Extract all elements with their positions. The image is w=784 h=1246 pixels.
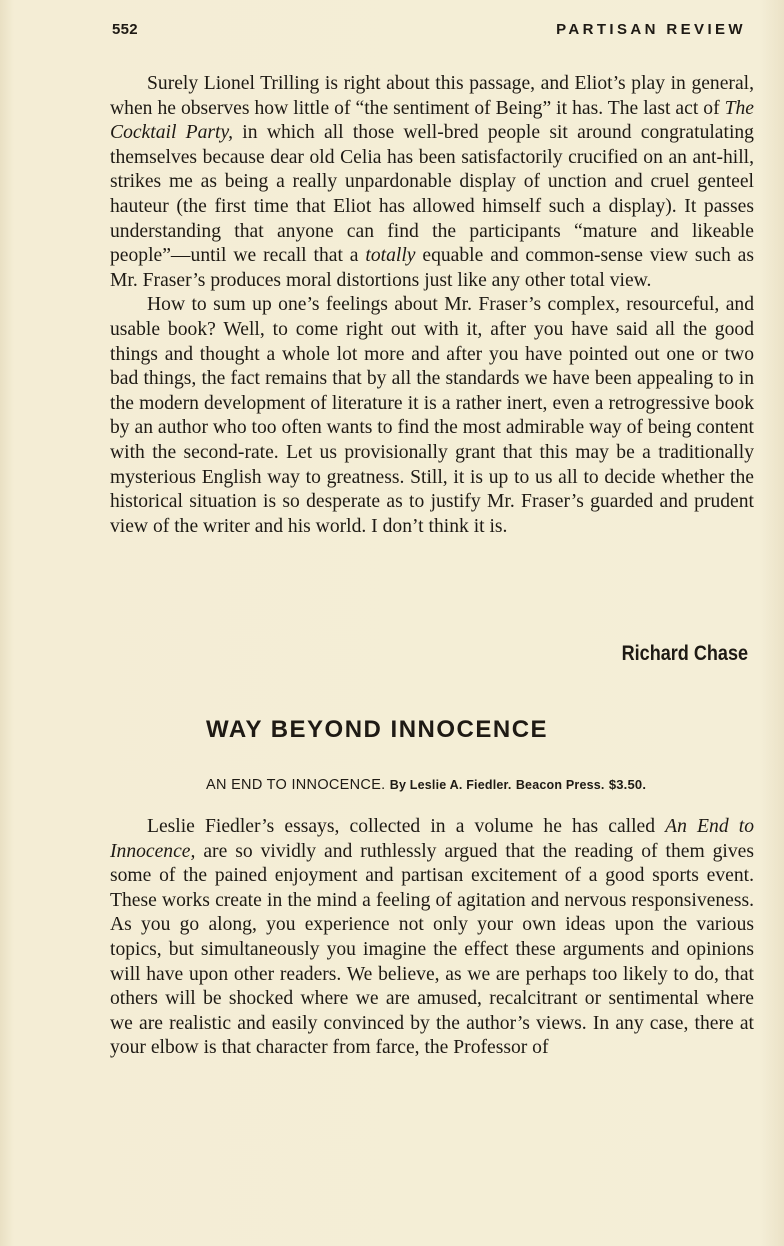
- paragraph: How to sum up one’s feelings about Mr. Fraser’s complex, resourceful, and usable book? Well, to come right out with it, after you have said all the good things and thought a whole lot more and after you have pointed out one or two bad things, the fact remains that by all the standards we have been appealing to in the modern development of literature it is a rather inert, even a retrogressive book by an author who too often wants to find the most admirable way of being content with the second-rate. Let us provisionally grant that this may be a traditionally mysterious English way to greatness. Still, it is up to us all to decide whether the historical situation is so desperate as to justify Mr. Fraser’s guarded and prudent view of the writer and his world. I don’t think it is.: [110, 294, 754, 537]
- review-body-2: [110, 815, 754, 1061]
- italic-title: The Cocktail Party,: [110, 97, 754, 144]
- page-number: 552: [112, 21, 138, 38]
- paragraph-text: are so vividly and ruthlessly argued that the reading of them gives some of the pained enjoyment and partisan excitement of a good sports event. These works create in the mind a feeling of agitation and nervous responsiveness. As you go along, you experience not only your own ideas upon the various topics, but simultaneously you imagine the effect these arguments and opinions will have upon other readers. We believe, as we are perhaps too likely to do, that others will be shocked where we are amused, recalcitrant or sentimental where we are realistic and easily convinced by the author’s views. In any case, there at your elbow is that character from farce, the Professor of: [110, 840, 754, 1059]
- book-author: By Leslie A. Fiedler.: [389, 778, 512, 792]
- book-citation: [206, 777, 646, 793]
- running-head: [112, 21, 746, 45]
- journal-title: PARTISAN REVIEW: [556, 21, 746, 38]
- book-title: AN END TO INNOCENCE.: [206, 777, 386, 793]
- paragraph-text: Surely Lionel Trilling is right about this passage, and Eliot’s play in general, when he observes how little of “the sentiment of Being” it has. The last act of: [110, 73, 754, 119]
- paragraph: [110, 815, 754, 1061]
- italic-emphasis: totally: [365, 245, 416, 267]
- review-body-1: [110, 72, 754, 539]
- paragraph-text: Leslie Fiedler’s essays, collected in a volume he has called: [147, 816, 666, 837]
- paragraph: [110, 72, 754, 293]
- section-heading: WAY BEYOND INNOCENCE: [206, 716, 549, 743]
- reviewer-signature: Richard Chase: [621, 642, 748, 665]
- paragraph-text: equable and common-sense view such as Mr. Fraser’s produces moral distortions just like any other total view.: [110, 245, 754, 291]
- book-price: $3.50.: [608, 777, 647, 792]
- italic-title: An End to Innocence,: [110, 816, 754, 862]
- book-publisher: Beacon Press.: [515, 778, 605, 792]
- paragraph-text: in which all those well-bred people sit around congratulating themselves because dear old Celia has been satisfactorily crucified on an ant-hill, strikes me as being a really unpardonable display of unction and cruel genteel hauteur (the first time that Eliot has allowed himself such a display). It passes understanding that anyone can find the participants “mature and likeable people”—until we recall that a: [110, 122, 754, 267]
